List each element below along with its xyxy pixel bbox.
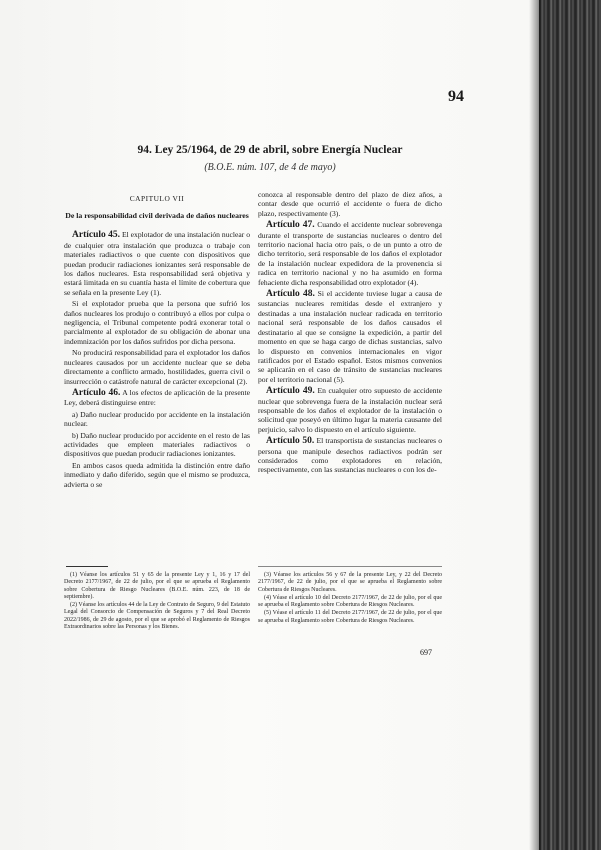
article-48: [258, 289, 442, 384]
article-48-text: Si el accidente tuviese lugar a causa de sustancias nucleares remitidas desde el extranjero y destinadas a una instalación nuclear radicada en territorio nacional será responsable de los daños causados el destinatario al que se consigne la expedición, a partir del momento en que se haga cargo de dichas sustancias, salvo lo dispuesto en convenios internacionales en vigor ratificados por el Estado español. Estos mismos convenios se aplicarán en el caso de tránsito de sustancias nucleares por el territorio nacional (5).: [258, 289, 442, 384]
article-45-heading: Artículo 45.: [72, 230, 121, 241]
footnote-3: (3) Véanse los artículos 56 y 67 de la presente Ley, y 22 del Decreto 2177/1967, de 22 de julio, por el que se aprueba el Reglamento sobre Cobertura de Riesgos Nucleares.: [258, 572, 442, 593]
chapter-label: CAPITULO VII: [129, 194, 185, 203]
article-47-text: Cuando el accidente nuclear sobrevenga durante el transporte de sustancias nucleares o dentro del territorio nacional hacia otro país, o de un punto a otro de dicho territorio, será responsable de los daños el explotador de la instalación nuclear expedidora de la provenencia si radica en territorio nacional y no ha asumido en forma fehaciente dicha responsabilidad otro explotador (4).: [258, 220, 442, 287]
article-45-paragraph-2: Si el explotador prueba que la persona que sufrió los daños nucleares los produjo o contribuyó a ellos por culpa o negligencia, el Tribunal competente podrá exonerar total o parcialmente al explotador de su obligación de abonar una indemnización por los daños sufridos por dicha persona.: [64, 299, 250, 346]
law-title: 94. Ley 25/1964, de 29 de abril, sobre Energía Nuclear: [137, 144, 403, 156]
footnote-2: (2) Véanse los artículos 44 de la Ley de Contrato de Seguro, 9 del Estatuto Legal del Consorcio de Compensación de Seguros y 7 del Real Decreto 2022/1986, de 29 de agosto, por el que se aprobó el Reglamento de Riesgos Extraordinarios sobre las Personas y los Bienes.: [64, 602, 250, 631]
continued-text: conozca al responsable dentro del plazo de diez años, a contar desde que ocurrió el accidente o fuera de dicho plazo, respectivamente (3).: [258, 190, 442, 218]
footnote-1: (1) Véanse los artículos 51 y 65 de la presente Ley y 1, 16 y 17 del Decreto 2177/1967, de 22 de julio, por el que se aprueba el Reglamento sobre Cobertura de Riesgo Nucleares (B.O.E. núm. 223, de 18 de septiembre).: [64, 572, 250, 600]
article-47: [258, 220, 442, 287]
article-46-item-a: a) Daño nuclear producido por accidente en la instalación nuclear.: [64, 409, 250, 429]
page-number-bottom: 697: [420, 648, 432, 657]
article-49: [258, 386, 442, 434]
right-column: [258, 190, 442, 477]
footnote-divider-right: [258, 566, 442, 567]
article-47-heading: Artículo 47.: [266, 220, 315, 231]
article-50-text: El transportista de sustancias nucleares o persona que manipule desechos radiactivos podrán ser considerados como explotadores en relación, respectivamente, con las sustancias nucleares o con los de-: [258, 436, 442, 475]
book-binding: [539, 0, 601, 850]
article-50: [258, 436, 442, 475]
left-column: [64, 190, 250, 491]
article-46-paragraph-2: En ambos casos queda admitida la distinción entre daño inmediato y daño diferido, según que el mismo se produzca, advierta o se: [64, 460, 250, 489]
law-subtitle: (B.O.E. núm. 107, de 4 de mayo): [204, 162, 336, 173]
page-number-top: 94: [448, 88, 464, 105]
article-45-text: El explotador de una instalación nuclear o de cualquier otra instalación que produzca o trabaje con materiales radiactivos o que cuente con dispositivos que puedan producir radiaciones ionizantes será responsable de los daños nucleares. Esta responsabilidad será objetiva y estará limitada en su cuantía hasta el límite de cobertura que se señala en la presente Ley (1).: [64, 230, 250, 297]
article-48-heading: Artículo 48.: [266, 289, 315, 300]
footnote-divider-left: [66, 566, 108, 567]
article-49-heading: Artículo 49.: [266, 386, 315, 397]
article-46-text: A los efectos de aplicación de la presente Ley, deberá distinguirse entre:: [64, 387, 250, 408]
footnotes-right: [258, 572, 442, 626]
footnote-5: (5) Véase el artículo 11 del Decreto 2177/1967, de 22 de julio, por el que se aprueba el Reglamento sobre Cobertura de Riesgos Nucleares.: [258, 610, 442, 624]
article-50-heading: Artículo 50.: [266, 436, 315, 447]
article-46: [64, 388, 250, 408]
article-45-paragraph-3: No producirá responsabilidad para el explotador los daños nucleares causados por un accidente nuclear que se deba directamente a conflicto armado, hostilidades, guerra civil o insurrección o catástrofe natural de carácter excepcional (2).: [64, 348, 250, 386]
footnote-4: (4) Véase el artículo 10 del Decreto 2177/1967, de 22 de julio, por el que se aprueba el Reglamento sobre Cobertura de Riesgos Nucleares.: [258, 594, 442, 609]
article-46-heading: Artículo 46.: [72, 387, 121, 398]
article-45: [64, 230, 250, 297]
chapter-title: De la responsabilidad civil derivada de daños nucleares: [65, 211, 249, 221]
article-49-text: En cualquier otro supuesto de accidente nuclear que sobrevenga fuera de la instalación nuclear será responsable de los daños el explotador de la instalación o solicitud que poseyó en último lugar la materia causante del perjuicio, salvo lo dispuesto en el artículo siguiente.: [258, 386, 442, 434]
article-46-item-b: b) Daño nuclear producido por accidente en el resto de las actividades que empleen materiales radiactivos o dispositivos que puedan producir radiaciones ionizantes.: [64, 430, 250, 459]
footnotes-left: [64, 572, 250, 632]
